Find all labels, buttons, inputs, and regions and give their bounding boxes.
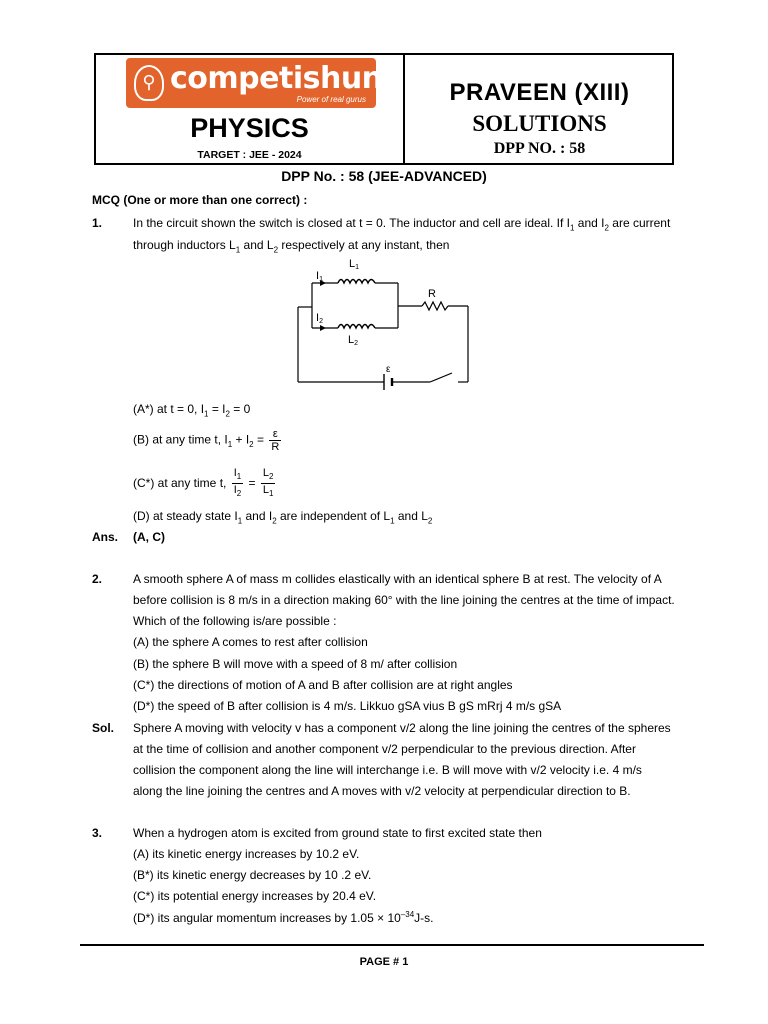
- arrow-i2-icon: [320, 325, 326, 331]
- subject-title: PHYSICS: [190, 113, 309, 143]
- q2-line-1: A smooth sphere A of mass m collides elastically with an identical sphere B at rest. The velocity of A: [133, 572, 662, 586]
- q2-line-3: Which of the following is/are possible :: [133, 614, 337, 628]
- q2-line-2: before collision is 8 m/s in a direction making 60° with the line joining the centres at the time of impact.: [133, 593, 675, 607]
- cell-icon: [384, 374, 392, 390]
- competishun-logo: [126, 58, 383, 108]
- q2-solution-line-2: at the time of collision and another component v/2 perpendicular to the previous direction. After: [133, 742, 636, 756]
- q2-option-c: (C*) the directions of motion of A and B after collision are at right angles: [133, 678, 513, 692]
- header-box: [94, 53, 674, 165]
- footer-rule: [80, 944, 704, 946]
- label-emf: ε: [386, 364, 391, 375]
- q1-option-b: (B) at any time t, $I_1 + I_2$ = $\frac{\varepsilon}{R}$: [133, 428, 280, 453]
- q1-option-d: (D) at steady state $I_1$ and $I_2$ are independent of $L_1$ and $L_2$: [133, 509, 433, 526]
- q1-option-c: (C*) at any time t, $\frac{I_1}{I_2}$ = $\frac{L_2}{L_1}$: [133, 467, 274, 499]
- batch-title: PRAVEEN (XIII): [449, 79, 630, 106]
- target-label: TARGET : JEE - 2024: [197, 149, 302, 161]
- q1-line-2: through inductors $L_1$ and $L_2$ respectively at any instant, then: [133, 238, 450, 255]
- logo-name: competishun: [170, 61, 383, 96]
- q2-solution-label: Sol.: [92, 721, 115, 735]
- q2-option-b: (B) the sphere B will move with a speed of 8 m/ after collision: [133, 657, 458, 671]
- q1-answer-label: Ans.: [92, 530, 119, 544]
- circuit-diagram: [290, 255, 480, 390]
- label-i2: I2: [316, 312, 323, 325]
- q3-option-c: (C*) its potential energy increases by 20.4 eV.: [133, 889, 377, 903]
- cyclist-icon: ⚲: [134, 65, 164, 101]
- q1-number: 1.: [92, 216, 103, 230]
- q1-option-a: (A*) at t = 0, $I_1 = I_2 = 0$: [133, 402, 251, 419]
- inductor-l1: [338, 280, 375, 284]
- label-r: R: [428, 288, 436, 300]
- logo-tagline: Power of real gurus: [296, 95, 366, 104]
- q1-line-1: In the circuit shown the switch is closed at t = 0. The inductor and cell are ideal. If $I_1$ and $I_2$ are current: [133, 216, 671, 233]
- label-l2: L2: [348, 334, 359, 347]
- q1-answer: (A, C): [133, 530, 165, 544]
- q2-number: 2.: [92, 572, 103, 586]
- section-heading: MCQ (One or more than one correct) :: [92, 193, 308, 207]
- q3-option-d: (D*) its angular momentum increases by $1.05 \times 10^{-34}J-s$.: [133, 910, 434, 925]
- q2-solution-line-3: collision the component along the line will interchange i.e. B will move with v/2 velocity i.e. 4 m/s: [133, 763, 642, 777]
- page-number: PAGE # 1: [359, 956, 409, 968]
- q3-option-b: (B*) its kinetic energy decreases by 10 .2 eV.: [133, 868, 372, 882]
- q3-number: 3.: [92, 826, 103, 840]
- q3-line-1: When a hydrogen atom is excited from ground state to first excited state then: [133, 826, 542, 840]
- q2-option-a: (A) the sphere A comes to rest after collision: [133, 635, 368, 649]
- q2-solution-line-1: Sphere A moving with velocity v has a component v/2 along the line joining the centres of the spheres: [133, 721, 671, 735]
- q2-solution-line-4: along the line joining the centres and A moves with v/2 velocity at perpendicular direction to B.: [133, 784, 631, 798]
- dpp-number: DPP NO. : 58: [493, 140, 586, 157]
- label-l1: L1: [349, 258, 360, 271]
- inductor-l2: [338, 325, 375, 329]
- q3-option-a: (A) its kinetic energy increases by 10.2 eV.: [133, 847, 360, 861]
- label-i1: I1: [316, 270, 323, 283]
- doc-title: DPP No. : 58 (JEE-ADVANCED): [281, 168, 487, 184]
- solutions-title: SOLUTIONS: [472, 111, 607, 136]
- q2-option-d: (D*) the speed of B after collision is 4 m/s. Likkuo gSA vius B gS mRrj 4 m/s gSA: [133, 699, 562, 713]
